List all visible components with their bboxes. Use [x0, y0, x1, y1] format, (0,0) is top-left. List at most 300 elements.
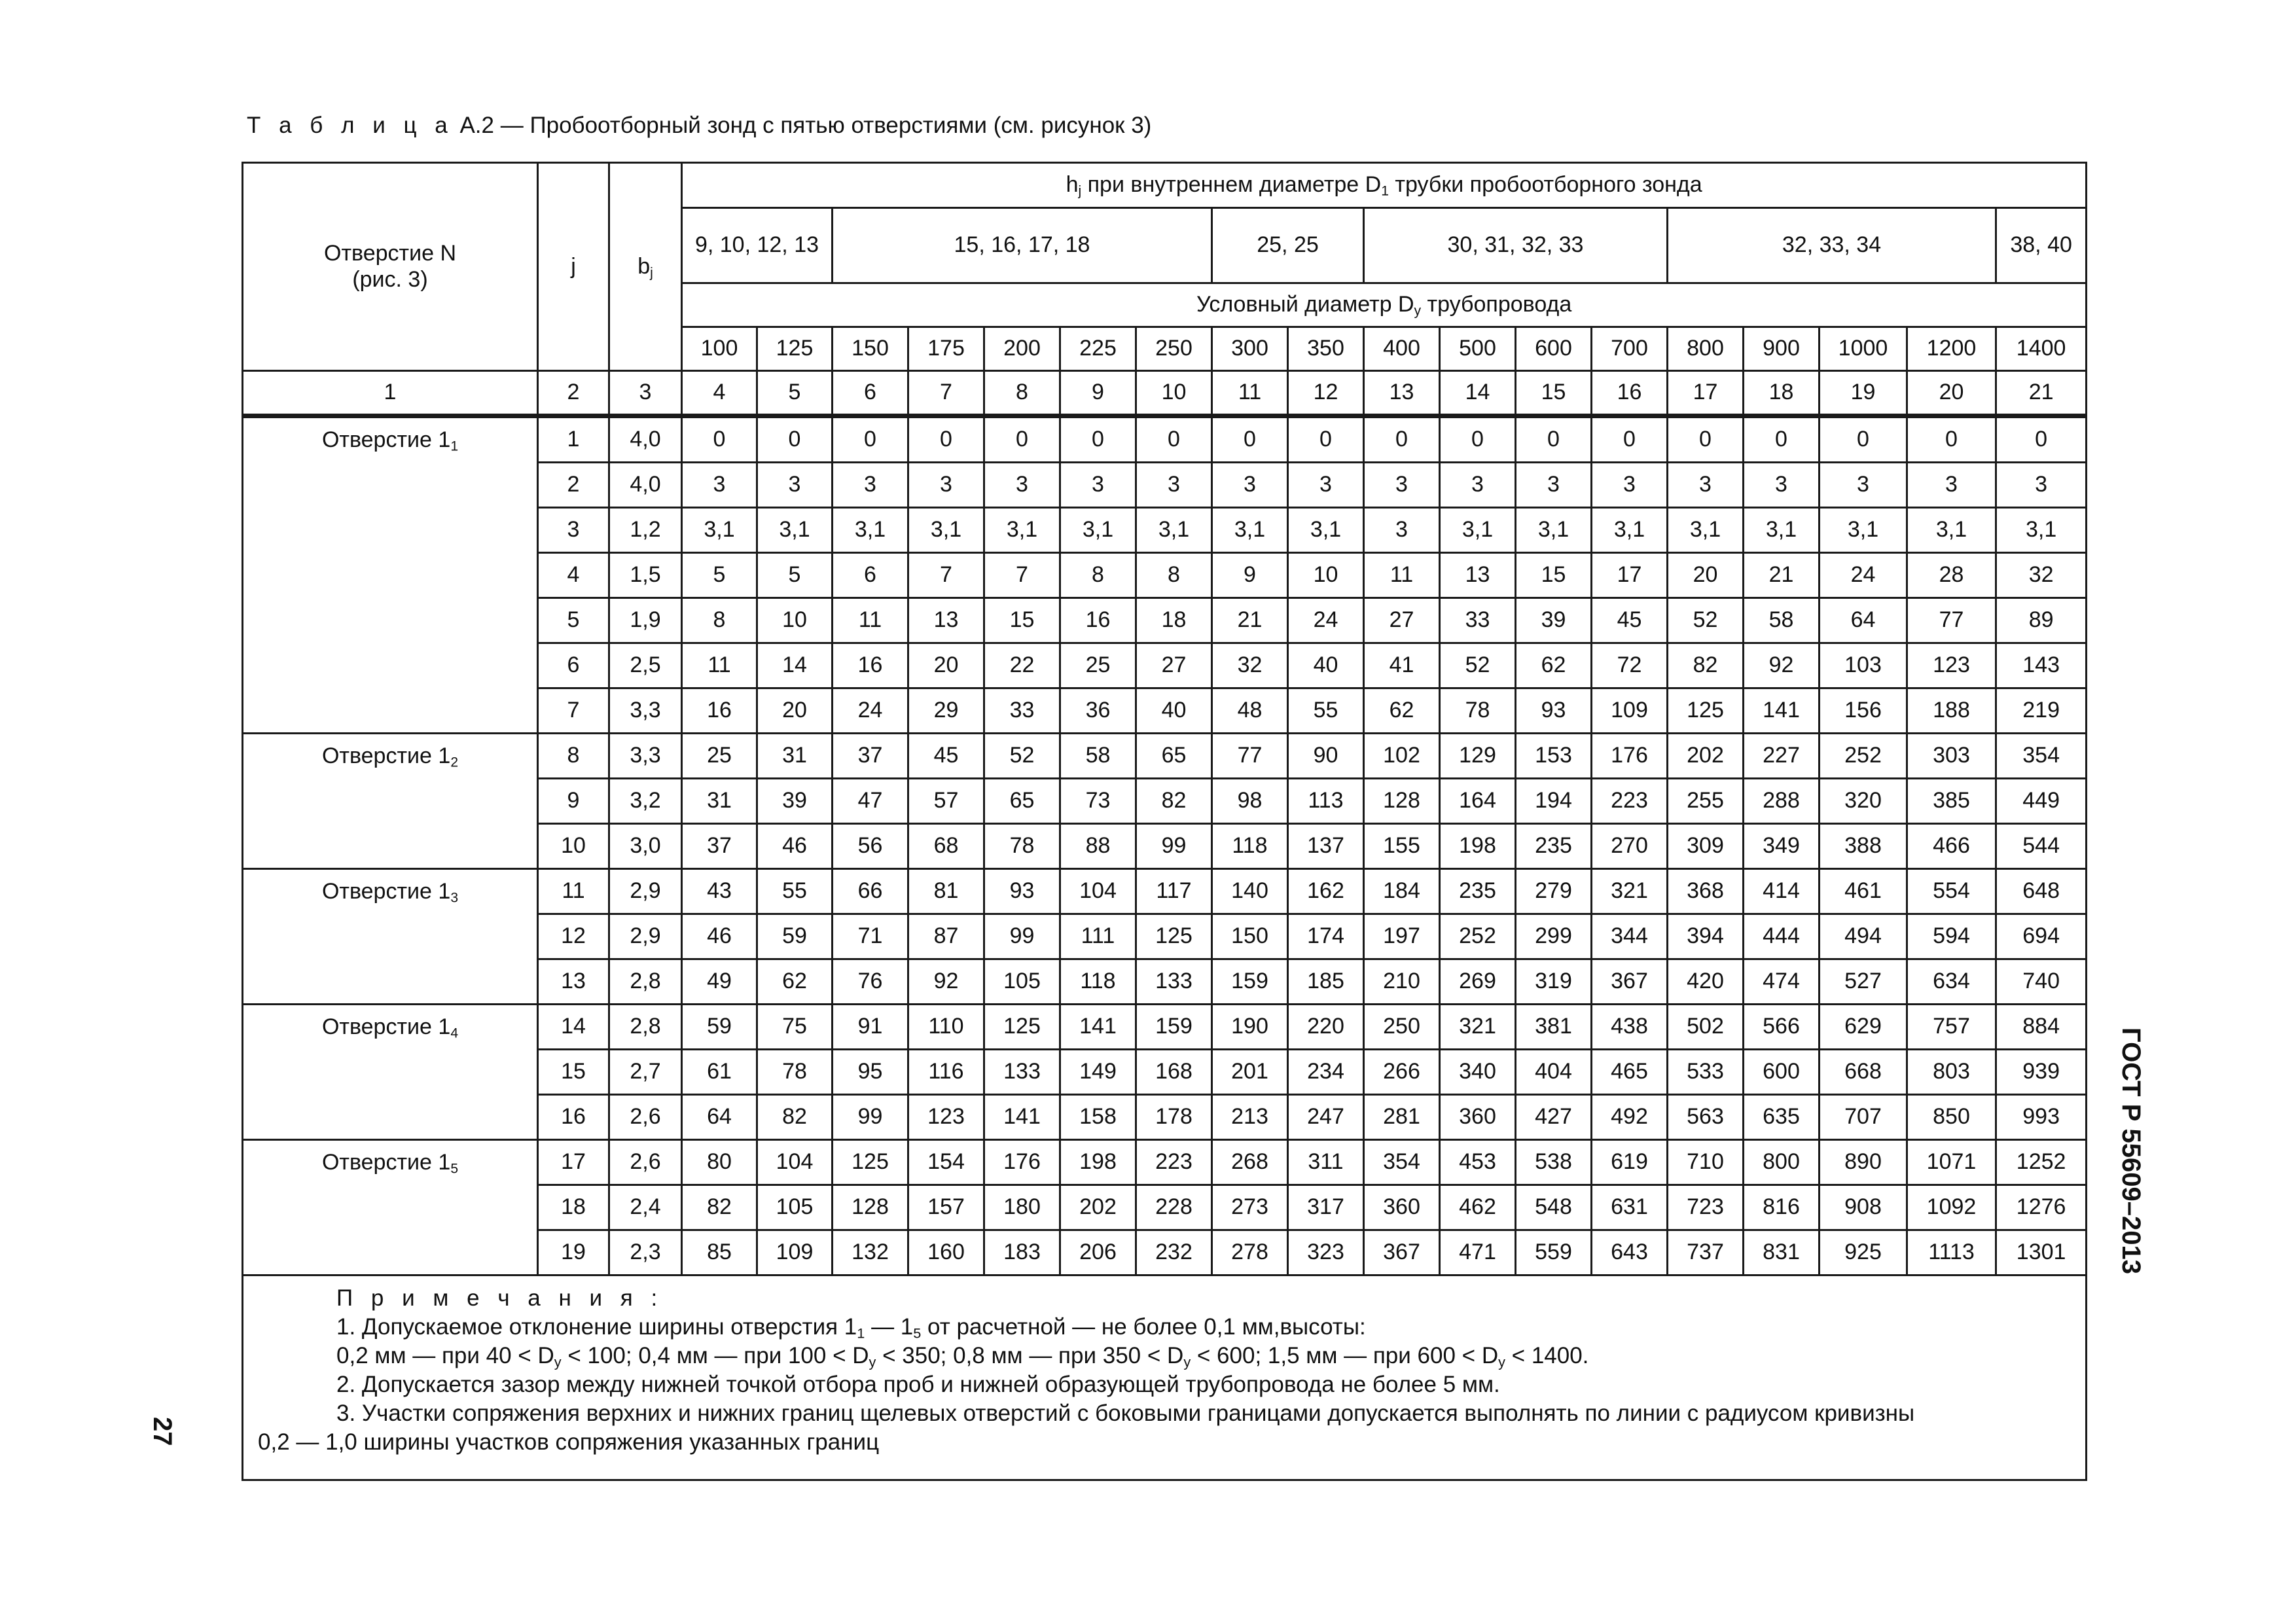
- dy-value: 300: [1212, 327, 1288, 371]
- cell-h: 3,1: [1288, 508, 1364, 553]
- cell-h: 462: [1440, 1185, 1516, 1230]
- cell-h: 77: [1212, 734, 1288, 779]
- cell-h: 3,1: [1136, 508, 1212, 553]
- cell-h: 884: [1996, 1005, 2087, 1050]
- cell-h: 278: [1212, 1230, 1288, 1275]
- cell-h: 0: [757, 416, 833, 463]
- table-row: [243, 1005, 2087, 1050]
- cell-h: 0: [682, 416, 757, 463]
- cell-h: 594: [1907, 914, 1996, 959]
- cell-j: 4: [538, 553, 609, 598]
- cell-h: 3: [984, 463, 1060, 508]
- cell-h: 11: [833, 598, 908, 643]
- cell-h: 220: [1288, 1005, 1364, 1050]
- cell-j: 6: [538, 643, 609, 688]
- cell-h: 227: [1744, 734, 1820, 779]
- cell-h: 7: [984, 553, 1060, 598]
- cell-h: 354: [1996, 734, 2087, 779]
- page-number: 27: [148, 1417, 177, 1446]
- note-3: 3. Участки сопряжения верхних и нижних границ щелевых отверстий с боковыми границами допускается выполнять по линии с радиусом кривизны: [336, 1400, 1915, 1426]
- cell-h: 82: [1668, 643, 1744, 688]
- cell-h: 62: [1516, 643, 1592, 688]
- cell-h: 24: [833, 688, 908, 734]
- dy-value: 1000: [1820, 327, 1907, 371]
- cell-h: 3: [1440, 463, 1516, 508]
- cell-h: 99: [833, 1095, 908, 1140]
- cell-h: 634: [1907, 959, 1996, 1005]
- cell-h: 25: [1060, 643, 1136, 688]
- cell-h: 360: [1364, 1185, 1440, 1230]
- cell-j: 19: [538, 1230, 609, 1275]
- cell-h: 174: [1288, 914, 1364, 959]
- dy-value: 200: [984, 327, 1060, 371]
- cell-h: 3: [1668, 463, 1744, 508]
- cell-h: 213: [1212, 1095, 1288, 1140]
- cell-h: 740: [1996, 959, 2087, 1005]
- cell-h: 155: [1364, 824, 1440, 869]
- cell-h: 340: [1440, 1050, 1516, 1095]
- cell-h: 3: [1060, 463, 1136, 508]
- cell-h: 92: [908, 959, 984, 1005]
- cell-h: 24: [1820, 553, 1907, 598]
- cell-h: 92: [1744, 643, 1820, 688]
- cell-j: 7: [538, 688, 609, 734]
- hole-label: Отверстие $1_1$: [243, 416, 538, 734]
- cell-h: 3,1: [984, 508, 1060, 553]
- column-number: 1: [243, 371, 538, 416]
- cell-h: 3: [1364, 508, 1440, 553]
- cell-h: 78: [984, 824, 1060, 869]
- dy-value: 125: [757, 327, 833, 371]
- cell-h: 82: [757, 1095, 833, 1140]
- header-dy-title: Условный диаметр $D_у$ трубопровода: [682, 283, 2087, 327]
- cell-h: 62: [1364, 688, 1440, 734]
- cell-h: 323: [1288, 1230, 1364, 1275]
- dy-value: 700: [1592, 327, 1668, 371]
- cell-h: 132: [833, 1230, 908, 1275]
- cell-h: 58: [1744, 598, 1820, 643]
- cell-h: 643: [1592, 1230, 1668, 1275]
- cell-h: 91: [833, 1005, 908, 1050]
- cell-h: 385: [1907, 779, 1996, 824]
- cell-h: 89: [1996, 598, 2087, 643]
- cell-h: 16: [682, 688, 757, 734]
- cell-h: 37: [833, 734, 908, 779]
- cell-h: 223: [1136, 1140, 1212, 1185]
- cell-h: 113: [1288, 779, 1364, 824]
- cell-h: 494: [1820, 914, 1907, 959]
- cell-h: 150: [1212, 914, 1288, 959]
- cell-h: 3,1: [1440, 508, 1516, 553]
- table-row: [243, 869, 2087, 914]
- cell-h: 0: [1060, 416, 1136, 463]
- cell-h: 129: [1440, 734, 1516, 779]
- cell-h: 3: [1592, 463, 1668, 508]
- cell-h: 414: [1744, 869, 1820, 914]
- cell-h: 252: [1440, 914, 1516, 959]
- cell-h: 309: [1668, 824, 1744, 869]
- note-3-cont: 0,2 — 1,0 ширины участков сопряжения указанных границ: [258, 1429, 880, 1455]
- column-number: 21: [1996, 371, 2087, 416]
- note-1: 1. Допускаемое отклонение ширины отверстия $1_1$ — $1_5$ от расчетной — не более 0,1 мм,высоты:: [336, 1314, 1366, 1342]
- cell-h: 45: [908, 734, 984, 779]
- column-number: 10: [1136, 371, 1212, 416]
- cell-h: 527: [1820, 959, 1907, 1005]
- cell-h: 3: [682, 463, 757, 508]
- cell-h: 197: [1364, 914, 1440, 959]
- cell-b: 4,0: [609, 463, 682, 508]
- cell-h: 694: [1996, 914, 2087, 959]
- cell-h: 159: [1136, 1005, 1212, 1050]
- cell-h: 59: [682, 1005, 757, 1050]
- cell-b: 2,5: [609, 643, 682, 688]
- cell-h: 266: [1364, 1050, 1440, 1095]
- cell-h: 563: [1668, 1095, 1744, 1140]
- cell-h: 27: [1136, 643, 1212, 688]
- cell-h: 123: [1907, 643, 1996, 688]
- cell-h: 93: [984, 869, 1060, 914]
- cell-h: 3: [1744, 463, 1820, 508]
- cell-h: 36: [1060, 688, 1136, 734]
- cell-h: 317: [1288, 1185, 1364, 1230]
- cell-h: 109: [757, 1230, 833, 1275]
- cell-h: 0: [1996, 416, 2087, 463]
- column-number: 16: [1592, 371, 1668, 416]
- column-number: 12: [1288, 371, 1364, 416]
- cell-h: 939: [1996, 1050, 2087, 1095]
- d1-group: 38, 40: [1996, 208, 2087, 283]
- cell-h: 77: [1907, 598, 1996, 643]
- column-number: 20: [1907, 371, 1996, 416]
- table-row: [243, 734, 2087, 779]
- cell-h: 850: [1907, 1095, 1996, 1140]
- cell-h: 118: [1212, 824, 1288, 869]
- cell-h: 57: [908, 779, 984, 824]
- dy-value: 800: [1668, 327, 1744, 371]
- cell-h: 14: [757, 643, 833, 688]
- cell-j: 13: [538, 959, 609, 1005]
- cell-h: 319: [1516, 959, 1592, 1005]
- caption-text: А.2 — Пробоотборный зонд с пятью отверстиями (см. рисунок 3): [453, 113, 1152, 138]
- cell-h: 354: [1364, 1140, 1440, 1185]
- cell-h: 153: [1516, 734, 1592, 779]
- data-table: [242, 162, 2087, 1481]
- cell-b: 2,9: [609, 914, 682, 959]
- cell-h: 198: [1060, 1140, 1136, 1185]
- cell-h: 141: [984, 1095, 1060, 1140]
- cell-h: 0: [1212, 416, 1288, 463]
- cell-h: 279: [1516, 869, 1592, 914]
- cell-h: 41: [1364, 643, 1440, 688]
- column-number: 17: [1668, 371, 1744, 416]
- cell-h: 1301: [1996, 1230, 2087, 1275]
- cell-h: 3,1: [757, 508, 833, 553]
- cell-h: 427: [1516, 1095, 1592, 1140]
- cell-h: 7: [908, 553, 984, 598]
- header-j: j: [538, 163, 609, 371]
- cell-h: 47: [833, 779, 908, 824]
- cell-h: 111: [1060, 914, 1136, 959]
- cell-h: 11: [1364, 553, 1440, 598]
- cell-h: 0: [1820, 416, 1907, 463]
- cell-h: 707: [1820, 1095, 1907, 1140]
- cell-h: 85: [682, 1230, 757, 1275]
- dy-value: 1400: [1996, 327, 2087, 371]
- cell-h: 183: [984, 1230, 1060, 1275]
- cell-h: 273: [1212, 1185, 1288, 1230]
- dy-value: 1200: [1907, 327, 1996, 371]
- dy-value: 600: [1516, 327, 1592, 371]
- cell-h: 52: [1440, 643, 1516, 688]
- cell-h: 78: [1440, 688, 1516, 734]
- cell-h: 3: [1212, 463, 1288, 508]
- cell-h: 3: [1364, 463, 1440, 508]
- cell-h: 32: [1996, 553, 2087, 598]
- cell-h: 71: [833, 914, 908, 959]
- cell-h: 16: [1060, 598, 1136, 643]
- cell-h: 269: [1440, 959, 1516, 1005]
- note-1-line-2: 0,2 мм — при $40 < D_у < 100$; 0,4 мм — при $100 < D_у < 350$; 0,8 мм — при $350 < D_у < 600$; 1,5 мм — при $600 < D_у < 1400$.: [336, 1343, 1589, 1370]
- cell-h: 72: [1592, 643, 1668, 688]
- cell-h: 3: [1516, 463, 1592, 508]
- cell-h: 149: [1060, 1050, 1136, 1095]
- cell-h: 43: [682, 869, 757, 914]
- table-row: [243, 1140, 2087, 1185]
- cell-h: 223: [1592, 779, 1668, 824]
- cell-b: 3,3: [609, 734, 682, 779]
- cell-h: 466: [1907, 824, 1996, 869]
- notes-heading: П р и м е ч а н и я :: [336, 1285, 664, 1311]
- cell-h: 78: [757, 1050, 833, 1095]
- cell-h: 471: [1440, 1230, 1516, 1275]
- cell-h: 176: [1592, 734, 1668, 779]
- cell-h: 737: [1668, 1230, 1744, 1275]
- cell-h: 368: [1668, 869, 1744, 914]
- column-number: 14: [1440, 371, 1516, 416]
- cell-h: 247: [1288, 1095, 1364, 1140]
- cell-h: 538: [1516, 1140, 1592, 1185]
- cell-h: 58: [1060, 734, 1136, 779]
- cell-h: 118: [1060, 959, 1136, 1005]
- hole-label: Отверстие $1_5$: [243, 1140, 538, 1275]
- cell-h: 128: [833, 1185, 908, 1230]
- cell-h: 22: [984, 643, 1060, 688]
- cell-h: 648: [1996, 869, 2087, 914]
- cell-h: 502: [1668, 1005, 1744, 1050]
- cell-h: 3: [1136, 463, 1212, 508]
- cell-h: 157: [908, 1185, 984, 1230]
- cell-h: 404: [1516, 1050, 1592, 1095]
- cell-h: 381: [1516, 1005, 1592, 1050]
- cell-h: 438: [1592, 1005, 1668, 1050]
- cell-h: 250: [1364, 1005, 1440, 1050]
- hole-label: Отверстие $1_4$: [243, 1005, 538, 1140]
- cell-h: 17: [1592, 553, 1668, 598]
- cell-h: 93: [1516, 688, 1592, 734]
- d1-group: 25, 25: [1212, 208, 1364, 283]
- cell-h: 890: [1820, 1140, 1907, 1185]
- cell-h: 20: [757, 688, 833, 734]
- cell-h: 3,1: [1996, 508, 2087, 553]
- column-number: 13: [1364, 371, 1440, 416]
- cell-h: 3,1: [1592, 508, 1668, 553]
- cell-h: 1071: [1907, 1140, 1996, 1185]
- cell-j: 1: [538, 416, 609, 463]
- dy-value: 350: [1288, 327, 1364, 371]
- cell-h: 299: [1516, 914, 1592, 959]
- cell-h: 68: [908, 824, 984, 869]
- cell-h: 40: [1288, 643, 1364, 688]
- cell-h: 3: [833, 463, 908, 508]
- cell-h: 1252: [1996, 1140, 2087, 1185]
- cell-h: 90: [1288, 734, 1364, 779]
- cell-h: 95: [833, 1050, 908, 1095]
- cell-h: 3: [757, 463, 833, 508]
- cell-h: 0: [1744, 416, 1820, 463]
- cell-b: 1,9: [609, 598, 682, 643]
- cell-h: 1092: [1907, 1185, 1996, 1230]
- cell-h: 105: [984, 959, 1060, 1005]
- cell-h: 465: [1592, 1050, 1668, 1095]
- cell-h: 228: [1136, 1185, 1212, 1230]
- cell-h: 39: [1516, 598, 1592, 643]
- cell-h: 0: [1136, 416, 1212, 463]
- cell-h: 45: [1592, 598, 1668, 643]
- cell-h: 133: [984, 1050, 1060, 1095]
- column-number: 15: [1516, 371, 1592, 416]
- cell-b: 2,9: [609, 869, 682, 914]
- cell-h: 59: [757, 914, 833, 959]
- cell-h: 141: [1060, 1005, 1136, 1050]
- cell-h: 133: [1136, 959, 1212, 1005]
- dy-value: 225: [1060, 327, 1136, 371]
- cell-h: 3,1: [1060, 508, 1136, 553]
- cell-h: 8: [682, 598, 757, 643]
- cell-h: 24: [1288, 598, 1364, 643]
- cell-h: 162: [1288, 869, 1364, 914]
- cell-h: 25: [682, 734, 757, 779]
- cell-h: 31: [682, 779, 757, 824]
- cell-h: 206: [1060, 1230, 1136, 1275]
- cell-h: 219: [1996, 688, 2087, 734]
- cell-h: 40: [1136, 688, 1212, 734]
- column-number: 7: [908, 371, 984, 416]
- dy-value: 250: [1136, 327, 1212, 371]
- cell-h: 28: [1907, 553, 1996, 598]
- cell-h: 190: [1212, 1005, 1288, 1050]
- cell-h: 137: [1288, 824, 1364, 869]
- cell-h: 270: [1592, 824, 1668, 869]
- cell-h: 321: [1440, 1005, 1516, 1050]
- cell-h: 13: [908, 598, 984, 643]
- cell-h: 3,1: [1820, 508, 1907, 553]
- cell-h: 160: [908, 1230, 984, 1275]
- cell-b: 2,6: [609, 1140, 682, 1185]
- cell-h: 125: [984, 1005, 1060, 1050]
- cell-h: 303: [1907, 734, 1996, 779]
- dy-value: 100: [682, 327, 757, 371]
- cell-h: 55: [757, 869, 833, 914]
- cell-h: 105: [757, 1185, 833, 1230]
- cell-h: 255: [1668, 779, 1744, 824]
- cell-h: 156: [1820, 688, 1907, 734]
- cell-h: 6: [833, 553, 908, 598]
- cell-b: 1,2: [609, 508, 682, 553]
- cell-h: 8: [1060, 553, 1136, 598]
- cell-h: 76: [833, 959, 908, 1005]
- column-number: 19: [1820, 371, 1907, 416]
- cell-h: 3: [1820, 463, 1907, 508]
- cell-h: 109: [1592, 688, 1668, 734]
- cell-h: 15: [1516, 553, 1592, 598]
- cell-h: 3,1: [1907, 508, 1996, 553]
- cell-h: 27: [1364, 598, 1440, 643]
- cell-h: 46: [682, 914, 757, 959]
- d1-group: 32, 33, 34: [1668, 208, 1996, 283]
- cell-b: 2,8: [609, 959, 682, 1005]
- cell-h: 125: [1136, 914, 1212, 959]
- cell-h: 420: [1668, 959, 1744, 1005]
- cell-h: 10: [757, 598, 833, 643]
- cell-h: 908: [1820, 1185, 1907, 1230]
- cell-h: 33: [1440, 598, 1516, 643]
- cell-j: 5: [538, 598, 609, 643]
- column-number: 9: [1060, 371, 1136, 416]
- cell-h: 98: [1212, 779, 1288, 824]
- cell-h: 3,1: [1668, 508, 1744, 553]
- cell-h: 548: [1516, 1185, 1592, 1230]
- cell-h: 123: [908, 1095, 984, 1140]
- cell-h: 80: [682, 1140, 757, 1185]
- cell-b: 2,4: [609, 1185, 682, 1230]
- cell-h: 13: [1440, 553, 1516, 598]
- cell-h: 367: [1364, 1230, 1440, 1275]
- cell-h: 64: [1820, 598, 1907, 643]
- cell-h: 201: [1212, 1050, 1288, 1095]
- cell-h: 5: [682, 553, 757, 598]
- column-number: 3: [609, 371, 682, 416]
- cell-h: 3,1: [1744, 508, 1820, 553]
- cell-h: 102: [1364, 734, 1440, 779]
- notes-cell: [243, 1275, 2087, 1480]
- cell-h: 202: [1060, 1185, 1136, 1230]
- cell-b: 1,5: [609, 553, 682, 598]
- cell-h: 321: [1592, 869, 1668, 914]
- cell-h: 1276: [1996, 1185, 2087, 1230]
- cell-h: 20: [1668, 553, 1744, 598]
- cell-h: 202: [1668, 734, 1744, 779]
- cell-h: 360: [1440, 1095, 1516, 1140]
- cell-h: 49: [682, 959, 757, 1005]
- cell-h: 3: [1907, 463, 1996, 508]
- cell-h: 185: [1288, 959, 1364, 1005]
- cell-h: 453: [1440, 1140, 1516, 1185]
- cell-h: 344: [1592, 914, 1668, 959]
- cell-h: 116: [908, 1050, 984, 1095]
- cell-h: 176: [984, 1140, 1060, 1185]
- cell-h: 3: [908, 463, 984, 508]
- cell-h: 0: [984, 416, 1060, 463]
- cell-h: 3: [1288, 463, 1364, 508]
- cell-h: 3,1: [1212, 508, 1288, 553]
- cell-h: 29: [908, 688, 984, 734]
- cell-h: 3,1: [908, 508, 984, 553]
- table-row: [243, 416, 2087, 463]
- column-number: 2: [538, 371, 609, 416]
- cell-h: 125: [1668, 688, 1744, 734]
- cell-h: 104: [757, 1140, 833, 1185]
- cell-h: 140: [1212, 869, 1288, 914]
